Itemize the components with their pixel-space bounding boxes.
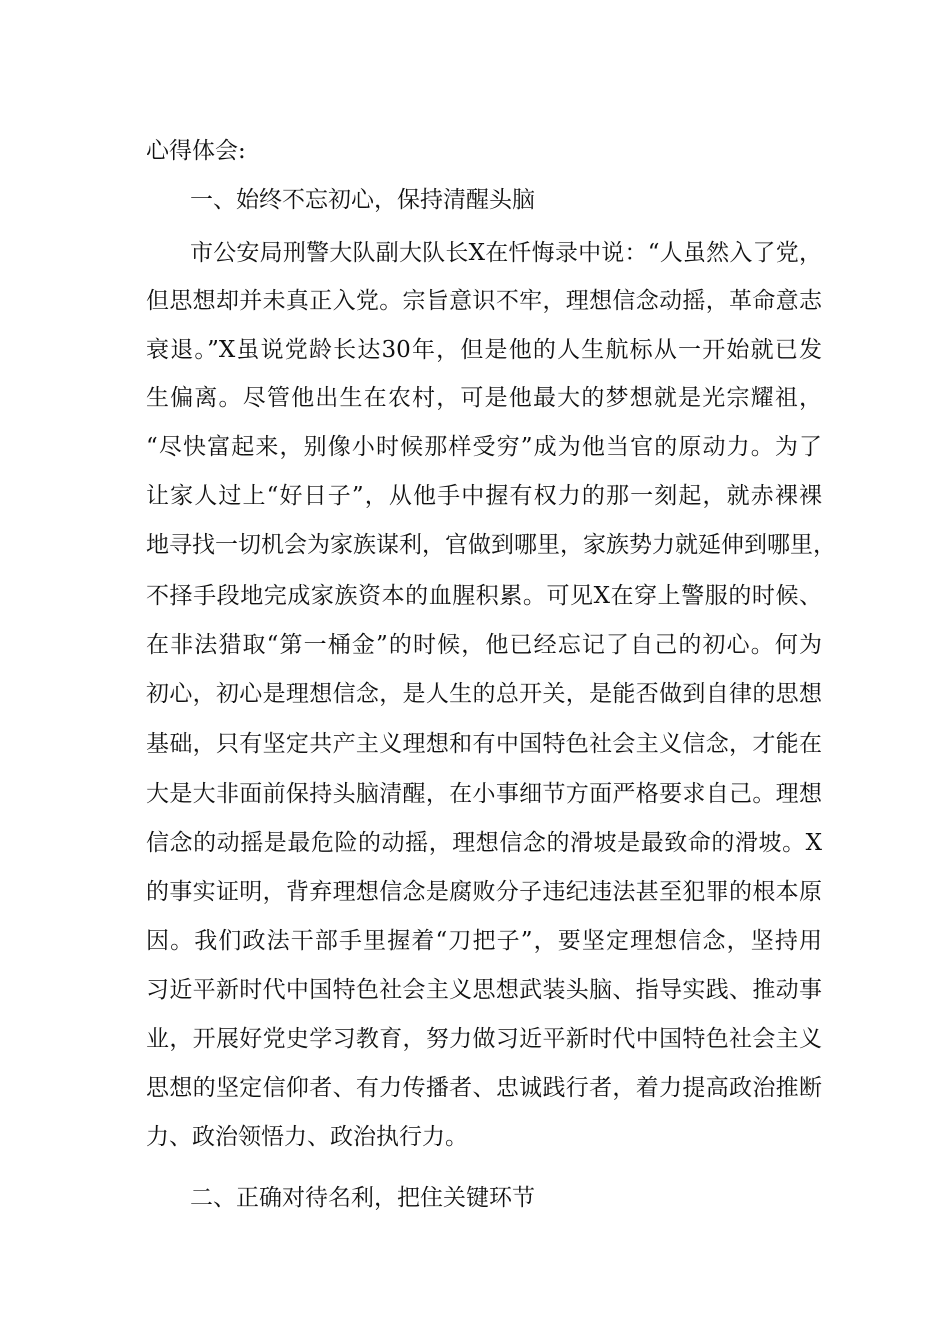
paragraph-line: “尽快富起来，别像小时候那样受穷”成为他当官的原动力。为了 [146,434,822,460]
paragraph-line: 市公安局刑警大队副大队长X在忏悔录中说：“人虽然入了党， [190,240,822,266]
paragraph-line: 习近平新时代中国特色社会主义思想武装头脑、指导实践、推动事 [146,977,822,1003]
paragraph-line: 思想的坚定信仰者、有力传播者、忠诚践行者，着力提高政治推断 [146,1075,822,1101]
paragraph-line: 基础，只有坚定共产主义理想和有中国特色社会主义信念，才能在 [146,731,822,757]
paragraph-line: 不择手段地完成家族资本的血腥积累。可见X在穿上警服的时候、 [146,583,822,609]
paragraph-line: 地寻找一切机会为家族谋利，官做到哪里，家族势力就延伸到哪里， [146,532,836,558]
paragraph-line: 让家人过上“好日子”，从他手中握有权力的那一刻起，就赤裸裸 [146,483,822,509]
paragraph-line: 初心，初心是理想信念，是人生的总开关，是能否做到自律的思想 [146,681,822,707]
paragraph-line: 衰退。”X虽说党龄长达30年，但是他的人生航标从一开始就已发 [146,337,822,363]
section-1-heading: 一、始终不忘初心，保持清醒头脑 [190,187,535,213]
paragraph-line: 信念的动摇是最危险的动摇，理想信念的滑坡是最致命的滑坡。X [146,830,822,856]
paragraph-line: 因。我们政法干部手里握着“刀把子”，要坚定理想信念，坚持用 [146,928,822,954]
paragraph-line: 业，开展好党史学习教育，努力做习近平新时代中国特色社会主义 [146,1026,822,1052]
paragraph-line: 生偏离。尽管他出生在农村，可是他最大的梦想就是光宗耀祖， [146,385,822,411]
paragraph-line: 在非法猎取“第一桶金”的时候，他已经忘记了自己的初心。何为 [146,632,822,658]
paragraph-last-line: 力、政治领悟力、政治执行力。 [146,1124,468,1150]
intro-text: 心得体会: [146,138,246,164]
paragraph-line: 但思想却并未真正入党。宗旨意识不牢，理想信念动摇，革命意志 [146,288,822,314]
paragraph-line: 的事实证明，背弃理想信念是腐败分子违纪违法甚至犯罪的根本原 [146,879,822,905]
section-2-heading: 二、正确对待名利，把住关键环节 [190,1185,535,1211]
paragraph-line: 大是大非面前保持头脑清醒，在小事细节方面严格要求自己。理想 [146,781,822,807]
